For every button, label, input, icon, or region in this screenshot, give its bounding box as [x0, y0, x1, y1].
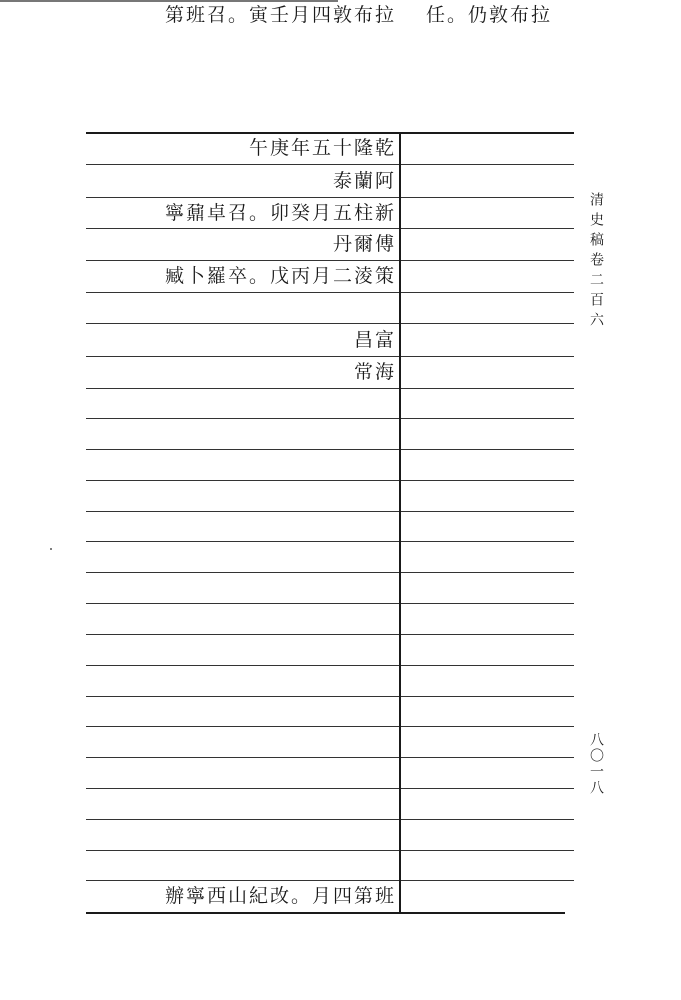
right-cell: 任。仍敦布拉 [425, 4, 552, 26]
table-rule [86, 819, 574, 820]
table-rule [86, 388, 574, 389]
table-rule [86, 511, 574, 512]
table-rule [86, 696, 574, 697]
table-rule [86, 788, 574, 789]
left-cell: 丹爾傅 [332, 233, 396, 255]
table-rule [86, 164, 574, 165]
table-rule [86, 665, 574, 666]
table-rule [86, 418, 574, 419]
side-page-number: 八〇一八 [588, 732, 604, 796]
table-rule [86, 757, 574, 758]
table-rule [86, 912, 565, 914]
table-rule [86, 634, 574, 635]
left-cell: 午庚年五十隆乾 [248, 137, 396, 159]
table-rule [86, 603, 574, 604]
table-rule [86, 292, 574, 293]
table-rule [86, 480, 574, 481]
table-rule [86, 323, 574, 324]
column-divider [399, 132, 401, 912]
left-cell: 泰蘭阿 [332, 170, 396, 192]
left-cell: 臧卜羅卒。戊丙月二淩策 [164, 265, 396, 287]
table-rule [86, 541, 574, 542]
table-rule [86, 726, 574, 727]
stray-ink-dot [50, 548, 52, 550]
side-volume-title: 清史稿卷二百六 [588, 192, 604, 332]
table-rule [86, 449, 574, 450]
left-cell: 辦寧西山紀改。月四第班 [164, 885, 396, 907]
table-rule [86, 850, 574, 851]
left-cell: 常海 [353, 361, 396, 383]
left-cell: 第班召。寅壬月四敦布拉 [164, 4, 396, 26]
left-cell: 昌富 [353, 329, 396, 351]
left-cell: 寧鼐卓召。卯癸月五柱新 [164, 202, 396, 224]
table-rule [86, 572, 574, 573]
